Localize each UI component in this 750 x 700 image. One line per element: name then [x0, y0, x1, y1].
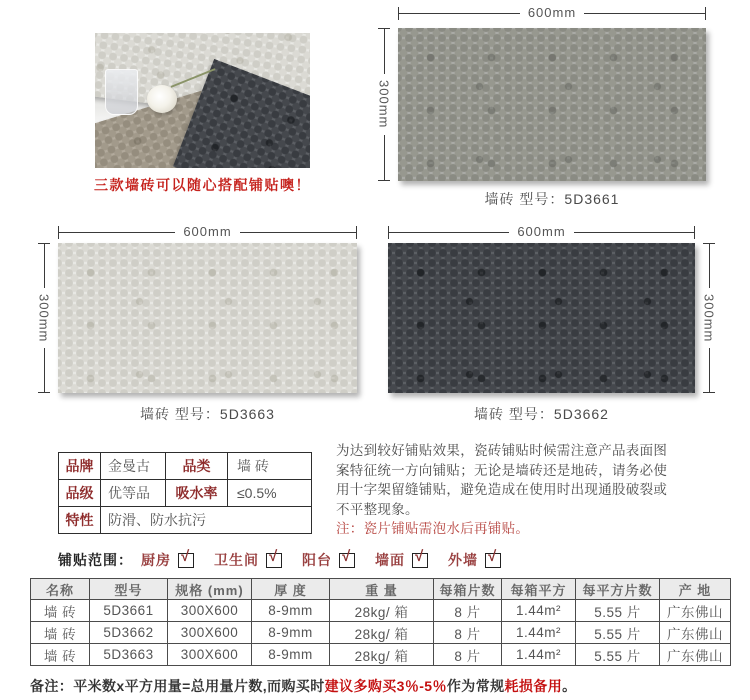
photo-caption: 三款墙砖可以随心搭配铺贴噢！ [94, 177, 311, 193]
arrow-cap [356, 226, 357, 239]
tile-swatch-5D3662 [388, 243, 695, 393]
arrow-cap [705, 7, 706, 20]
arrow-cap [694, 226, 695, 239]
width-dimension-5D3662 [388, 225, 695, 239]
instruction-line: 用十字架留缝铺贴，避免造成在使用时出现通股破裂或 [336, 482, 668, 497]
table-row: 墙 砖 5D3662 300X600 8-9mm 28kg/ 箱 8 片 1.44m² 5.55 片 广东佛山 [31, 622, 731, 644]
arrow-cap [38, 392, 50, 393]
laying-instructions [336, 441, 748, 539]
width-dimension-5D3663 [58, 225, 357, 239]
remark-suffix: 。 [562, 678, 577, 694]
scope-item-balcony: 阳台 √ [302, 550, 355, 570]
col-header-size: 规格 (mm) [168, 579, 252, 600]
absorption-value: ≤0.5% [228, 480, 312, 507]
checked-checkbox-icon: √ [178, 553, 194, 568]
feature-label: 特性 [59, 507, 101, 534]
table-row [59, 453, 312, 480]
category-label: 品类 [166, 453, 228, 480]
remark-highlight-buy-extra: 建议多购买3％-5％ [324, 678, 447, 694]
width-label: 600mm [527, 5, 577, 20]
tile-caption-5D3663: 墙砖 型号：5D3663 [140, 406, 275, 422]
height-dimension-5D3661 [376, 28, 392, 181]
col-header-pieces-per-box: 每箱片数 [434, 579, 502, 600]
col-header-model: 型号 [90, 579, 168, 600]
height-dimension-5D3663 [36, 243, 52, 393]
feature-value: 防滑、防水抗污 [101, 507, 312, 534]
checked-checkbox-icon: √ [485, 553, 501, 568]
arrow-cap [703, 392, 715, 393]
instruction-line: 不平整现象。 [336, 501, 419, 517]
grade-label: 品级 [59, 480, 101, 507]
col-header-pieces-per-sqm: 每平方片数 [576, 579, 660, 600]
brand-label: 品牌 [59, 453, 101, 480]
col-header-thickness: 厚 度 [252, 579, 330, 600]
scope-item-wall: 墙面 √ [375, 550, 428, 570]
tile-caption-5D3662: 墙砖 型号：5D3662 [474, 406, 609, 422]
scope-item-bathroom: 卫生间 √ [214, 550, 282, 570]
scope-item-kitchen: 厨房 √ [141, 550, 194, 570]
tile-swatch-5D3663 [58, 243, 357, 393]
instruction-line: 为达到较好铺贴效果，瓷砖铺贴时候需注意产品表面图 [336, 443, 668, 458]
product-photo [95, 33, 310, 168]
remark-mid: 作为常规 [446, 678, 505, 694]
checked-checkbox-icon: √ [339, 553, 355, 568]
col-header-name: 名称 [31, 579, 90, 600]
remark-prefix: 备注：平米数x平方用量=总用量片数,而购买时 [30, 678, 325, 694]
instruction-line: 案特征统一方向铺贴；无论是墙砖还是地砖，请务必使 [336, 462, 668, 478]
height-label: 300mm [701, 293, 717, 343]
width-label: 600mm [183, 224, 232, 239]
table-row: 墙 砖 5D3661 300X600 8-9mm 28kg/ 箱 8 片 1.44m² 5.55 片 广东佛山 [31, 600, 731, 622]
product-table [30, 578, 731, 666]
scope-item-exterior-wall: 外墙 √ [448, 550, 501, 570]
tile-swatch-5D3661 [398, 28, 706, 181]
purchase-remark [30, 676, 577, 696]
col-header-origin: 产 地 [660, 579, 731, 600]
col-header-sqm-per-box: 每箱平方 [502, 579, 576, 600]
width-dimension-5D3661 [398, 6, 706, 20]
soak-note: 注：瓷片铺贴需泡水后再铺贴。 [336, 521, 530, 536]
spec-table [58, 452, 312, 534]
checked-checkbox-icon: √ [412, 553, 428, 568]
table-header-row [31, 579, 731, 600]
height-label: 300mm [376, 80, 392, 129]
tile-caption-5D3661: 墙砖 型号：5D3661 [484, 191, 620, 207]
absorption-label: 吸水率 [166, 480, 228, 507]
table-row [59, 480, 312, 507]
table-row [59, 507, 312, 534]
white-rose [147, 85, 177, 113]
height-dimension-5D3662 [701, 243, 717, 393]
arrow-cap [378, 180, 390, 181]
height-label: 300mm [36, 293, 52, 343]
grade-value: 优等品 [101, 480, 166, 507]
application-scope [58, 549, 521, 571]
glass-cup [105, 69, 138, 115]
table-row: 墙 砖 5D3663 300X600 8-9mm 28kg/ 箱 8 片 1.44m² 5.55 片 广东佛山 [31, 644, 731, 666]
brand-value: 金曼古 [101, 453, 166, 480]
remark-highlight-wastage: 耗损备用 [504, 678, 563, 694]
col-header-weight: 重 量 [330, 579, 434, 600]
scope-label: 铺贴范围： [58, 552, 133, 568]
category-value: 墙 砖 [228, 453, 312, 480]
width-label: 600mm [517, 224, 566, 239]
checked-checkbox-icon: √ [266, 553, 282, 568]
